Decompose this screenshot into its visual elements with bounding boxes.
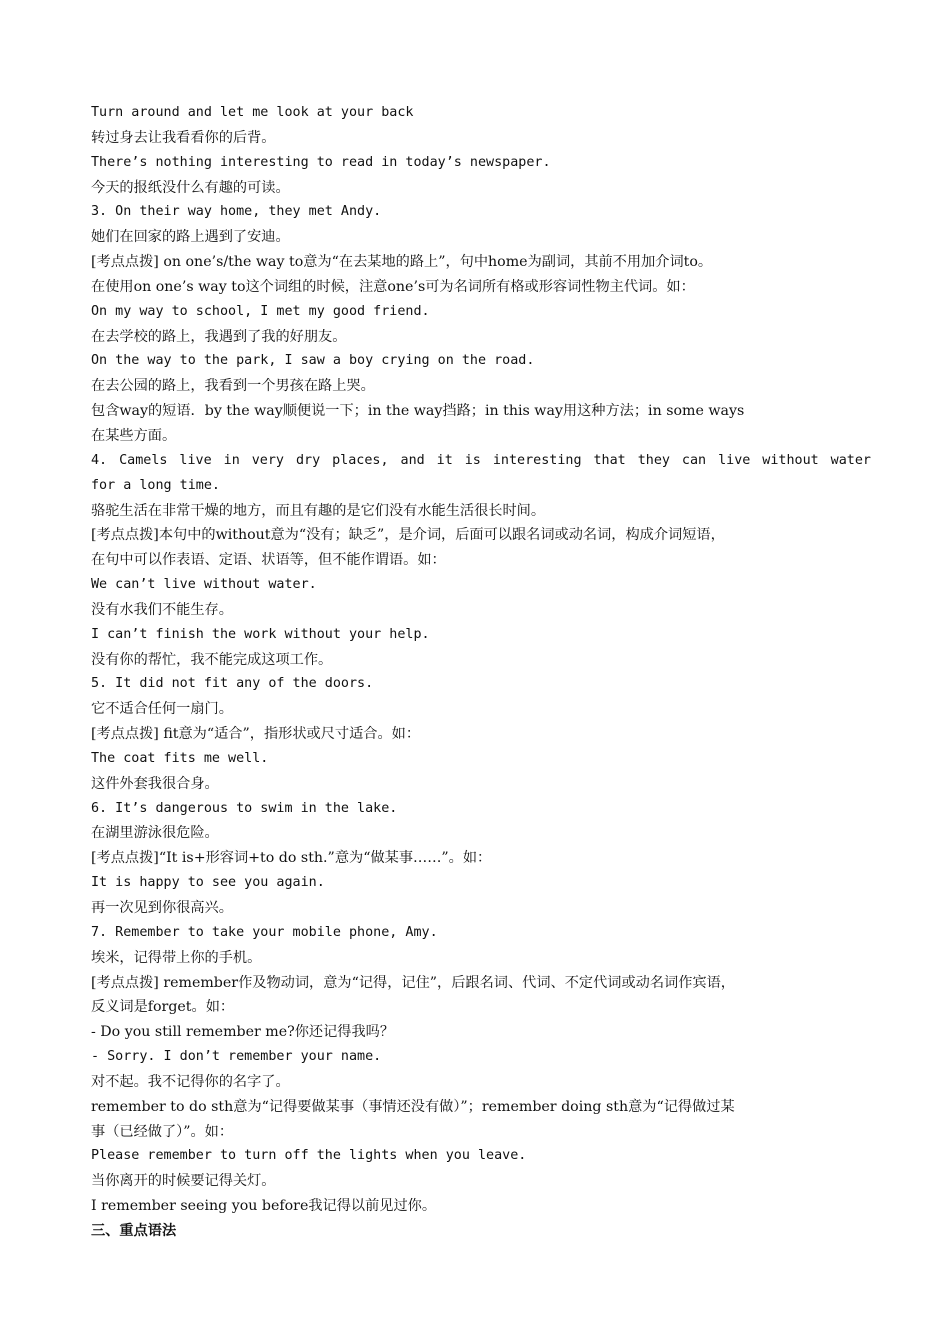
text-line: 没有你的帮忙，我不能完成这项工作。	[91, 651, 333, 668]
text-line: 再一次见到你很高兴。	[91, 900, 233, 916]
text-line: [考点点拨] remember作及物动词，意为“记得，记住”，后跟名词、代词、不定代词或动名词作宾语，	[91, 974, 735, 991]
text-line: It is happy to see you again.	[91, 875, 325, 891]
text-line: 骆驼生活在非常干燥的地方，而且有趣的是它们没有水能生活很长时间。	[91, 502, 546, 519]
text-line: Please remember to turn off the lights when you leave.	[91, 1148, 527, 1164]
text-line: [考点点拨]“It is+形容词+to do sth.”意为“做某事……”。如：	[91, 850, 492, 867]
text-line: I can’t finish the work without your help.	[91, 626, 430, 642]
text-line: I remember seeing you before我记得以前见过你。	[91, 1198, 437, 1215]
text-line: 今天的报纸没什么有趣的可读。	[91, 179, 290, 196]
text-line: 她们在回家的路上遇到了安迪。	[91, 229, 290, 246]
text-line: remember to do sth意为“记得要做某事（事情还没有做）”；remember doing sth意为“记得做过某	[91, 1098, 735, 1115]
text-line: 在去学校的路上，我遇到了我的好朋友。	[91, 328, 347, 345]
text-line: 在去公园的路上，我看到一个男孩在路上哭。	[91, 378, 375, 395]
text-line: 7. Remember to take your mobile phone, Amy.	[91, 924, 438, 940]
section-heading: 三、重点语法	[91, 1222, 177, 1239]
text-line: 在句中可以作表语、定语、状语等，但不能作谓语。如：	[91, 552, 446, 569]
text-line: 在使用on one’s way to这个词组的时候，注意one’s可为名词所有格或形容词性物主代词。如：	[91, 278, 695, 295]
text-line: 包含way的短语．by the way顺便说一下；in the way挡路；in this way用这种方法；in some ways	[91, 403, 745, 420]
text-line: There’s nothing interesting to read in today’s newspaper.	[91, 154, 551, 170]
text-line: 6. It’s dangerous to swim in the lake.	[91, 800, 398, 816]
text-line: [考点点拨]本句中的without意为“没有；缺乏”，是介词，后面可以跟名词或动名词，构成介词短语，	[91, 527, 725, 544]
text-line: 这件外套我很合身。	[91, 775, 219, 792]
text-line: The coat fits me well.	[91, 750, 269, 766]
text-line: 事（已经做了）”。如：	[91, 1123, 234, 1140]
text-line: 3. On their way home, they met Andy.	[91, 204, 382, 220]
text-line: 埃米，记得带上你的手机。	[91, 949, 262, 966]
text-line: 当你离开的时候要记得关灯。	[91, 1173, 276, 1190]
text-line: - Sorry. I don’t remember your name.	[91, 1049, 382, 1065]
text-line: 对不起。我不记得你的名字了。	[91, 1073, 290, 1090]
text-line: - Do you still remember me?你还记得我吗？	[91, 1024, 395, 1041]
text-line: 它不适合任何一扇门。	[91, 701, 233, 718]
text-line: We can’t live without water.	[91, 577, 317, 593]
text-line: 反义词是forget。如：	[91, 999, 235, 1016]
text-line: for a long time.	[91, 477, 220, 493]
text-line: [考点点拨] fit意为“适合”，指形状或尺寸适合。如：	[91, 726, 421, 743]
text-line: 在湖里游泳很危险。	[91, 825, 219, 842]
document-body	[91, 101, 871, 1244]
text-line: 转过身去让我看看你的后背。	[91, 129, 276, 146]
text-line: 4. Camels live in very dry places, and it is interesting that they can live without water	[91, 452, 871, 468]
text-line: [考点点拨] on one’s/the way to意为“在去某地的路上”，句中home为副词，其前不用加介词to。	[91, 254, 713, 271]
text-line: On my way to school, I met my good friend.	[91, 303, 430, 319]
text-line: Turn around and let me look at your back	[91, 105, 414, 120]
text-line: 没有水我们不能生存。	[91, 601, 233, 618]
text-line: 在某些方面。	[91, 427, 177, 444]
text-line: On the way to the park, I saw a boy crying on the road.	[91, 353, 535, 369]
text-line: 5. It did not fit any of the doors.	[91, 676, 374, 692]
